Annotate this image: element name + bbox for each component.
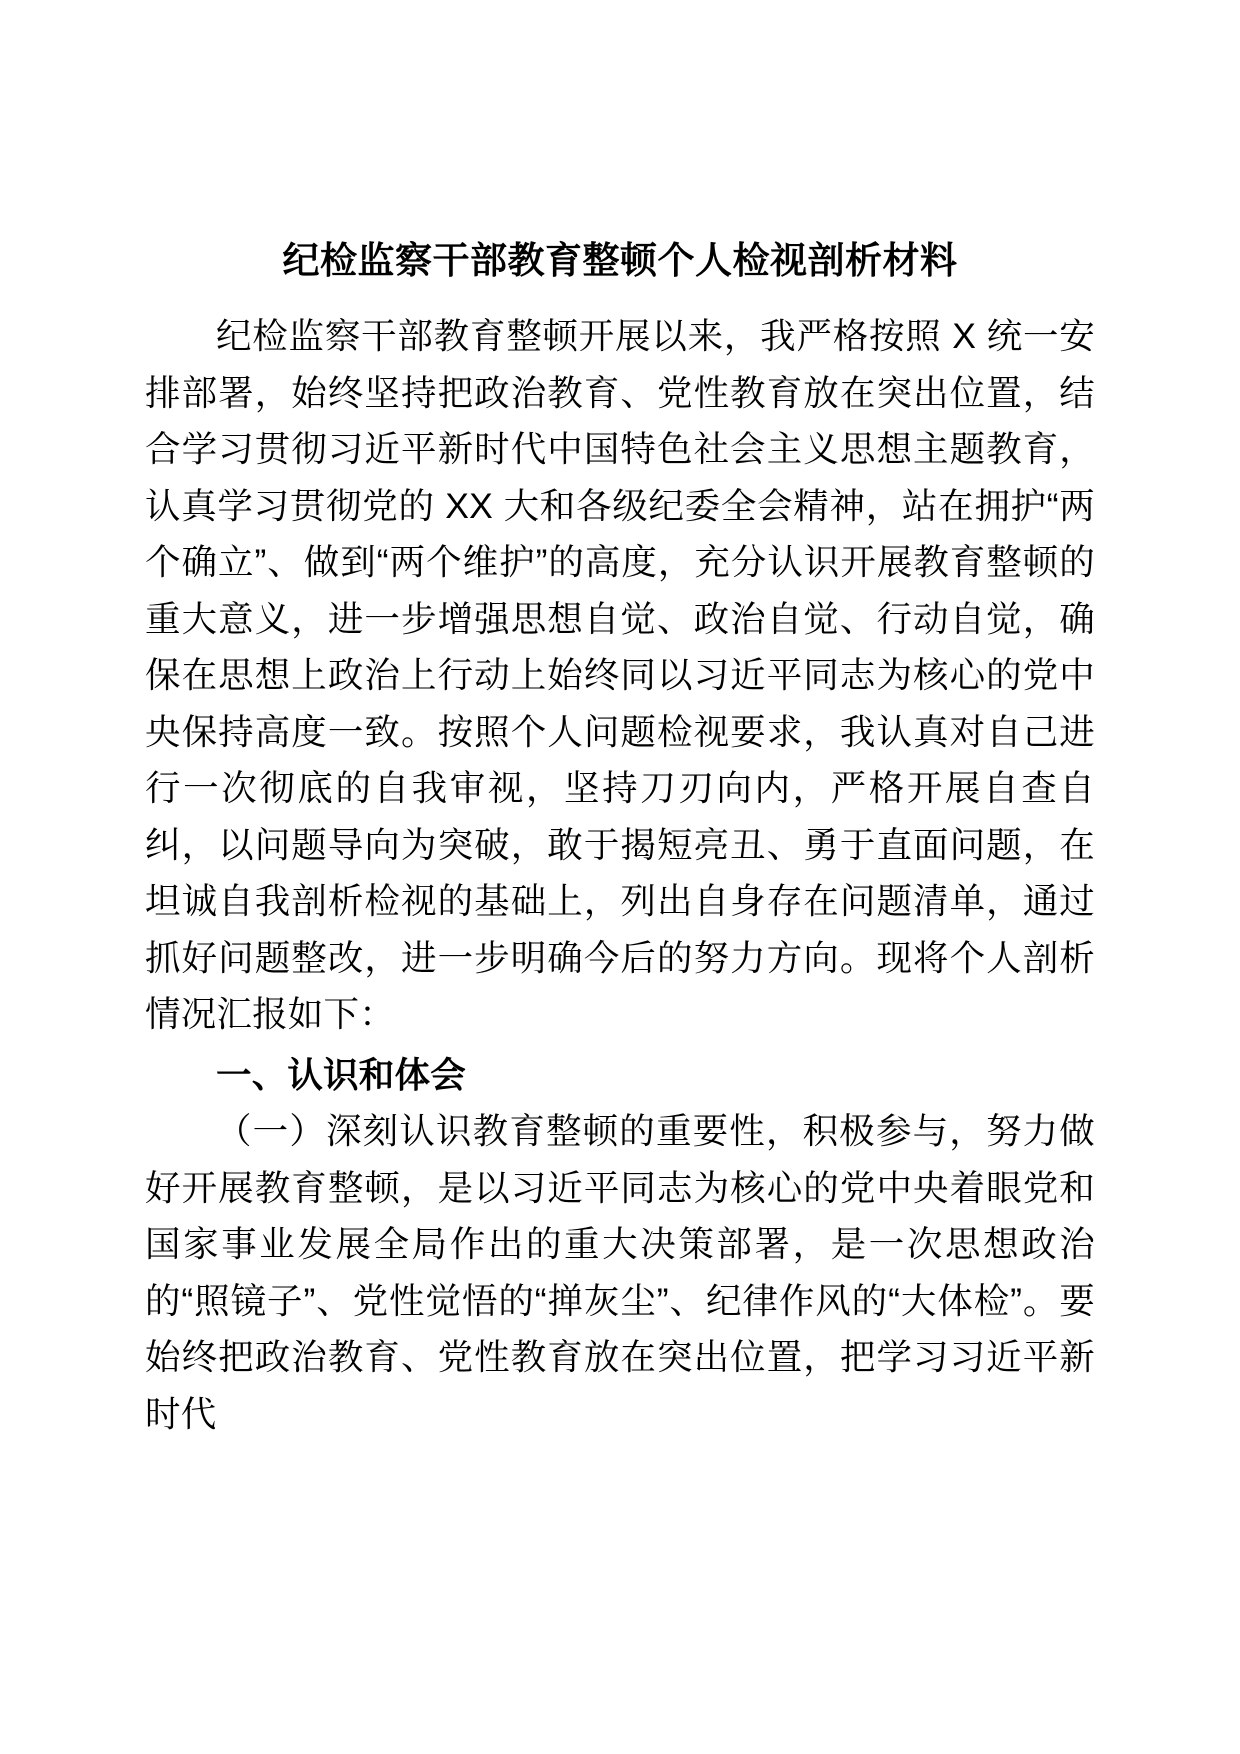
document-content	[145, 232, 1095, 1442]
intro-paragraph: 纪检监察干部教育整顿开展以来，我严格按照 X 统一安排部署，始终坚持把政治教育、党性教育放在突出位置，结合学习贯彻习近平新时代中国特色社会主义思想主题教育，认真学习贯彻党的 XX 大和各级纪委全会精神，站在拥护“两个确立”、做到“两个维护”的高度，充分认识开展教育整顿的重大意义，进一步增强思想自觉、政治自觉、行动自觉，确保在思想上政治上行动上始终同以习近平同志为核心的党中央保持高度一致。按照个人问题检视要求，我认真对自己进行一次彻底的自我审视，坚持刀刃向内，严格开展自查自纠，以问题导向为突破，敢于揭短亮丑、勇于直面问题，在坦诚自我剖析检视的基础上，列出自身存在问题清单，通过抓好问题整改，进一步明确今后的努力方向。现将个人剖析情况汇报如下：	[145, 316, 1095, 1034]
subsection-paragraph-1: （一）深刻认识教育整顿的重要性，积极参与，努力做好开展教育整顿，是以习近平同志为核心的党中央着眼党和国家事业发展全局作出的重大决策部署，是一次思想政治的“照镜子”、党性觉悟的“掸灰尘”、纪律作风的“大体检”。要始终把政治教育、党性教育放在突出位置，把学习习近平新时代	[145, 1111, 1095, 1434]
section-heading-1: 一、认识和体会	[216, 1054, 466, 1095]
page-title: 纪检监察干部教育整顿个人检视剖析材料	[282, 240, 958, 281]
